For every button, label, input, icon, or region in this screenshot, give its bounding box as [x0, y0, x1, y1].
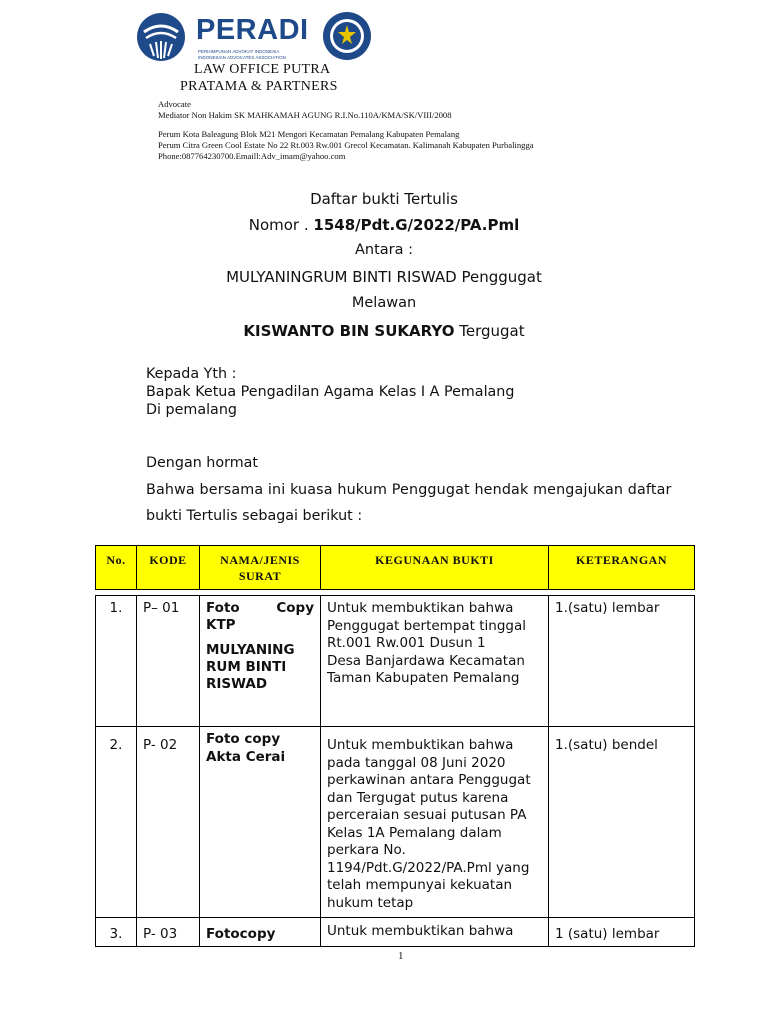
- defendant-line: [0, 322, 768, 340]
- row1-nama-person3: RISWAD: [206, 676, 268, 692]
- plaintiff-line: [0, 268, 768, 286]
- recipient-text: Bapak Ketua Pengadilan Agama Kelas I A Pemalang: [146, 384, 515, 400]
- row3-kegunaan: Untuk membuktikan bahwa: [320, 917, 549, 947]
- document-title: Daftar bukti Tertulis: [310, 190, 458, 208]
- row2-kegunaan-line: Untuk membuktikan bahwa: [327, 737, 514, 753]
- row2-nama-line1: Foto copy: [206, 731, 281, 747]
- mediator-text: Mediator Non Hakim SK MAHKAMAH AGUNG R.I.No.110A/KMA/SK/VIII/2008: [158, 110, 452, 120]
- office-name-line2: PRATAMA & PARTNERS: [180, 79, 338, 94]
- row1-nama-ktp: KTP: [206, 617, 236, 633]
- plaintiff-name: MULYANINGRUM BINTI RISWAD: [226, 268, 457, 286]
- case-number-prefix: Nomor .: [248, 216, 314, 234]
- brand-name: PERADI: [196, 14, 309, 46]
- row2-kegunaan-line: perkawinan antara Penggugat: [327, 772, 531, 788]
- row1-nama-person1: MULYANING: [206, 642, 295, 658]
- versus-label: Melawan: [351, 295, 417, 311]
- row2-kegunaan-line: telah mempunyai kekuatan: [327, 877, 513, 893]
- row1-kegunaan-line: Penggugat bertempat tinggal: [327, 617, 527, 634]
- body-line2: bukti Tertulis sebagai berikut :: [146, 508, 363, 524]
- row2-kegunaan-line: 1194/Pdt.G/2022/PA.Pml yang: [327, 859, 530, 876]
- kepada-label: Kepada Yth :: [146, 366, 237, 382]
- row2-kegunaan-line: perkara No.: [327, 842, 406, 858]
- address-line1: Perum Kota Baleagung Blok M21 Mengori Kecamatan Pemalang Kabupaten Pemalang: [158, 129, 460, 139]
- header-no: No.: [95, 545, 137, 590]
- row3-kode: P- 03: [136, 917, 200, 947]
- antara-label: Antara :: [354, 242, 414, 258]
- case-number-value: 1548/Pdt.G/2022/PA.Pml: [313, 216, 520, 234]
- brand-subtitle-en: INDONESIAN ADVOCATES ASSOCIATION: [198, 55, 286, 60]
- header-kegunaan: KEGUNAAN BUKTI: [320, 545, 549, 590]
- row2-nama: [199, 726, 321, 918]
- row1-keterangan: 1.(satu) lembar: [548, 595, 695, 727]
- peradi-wordmark: [196, 14, 318, 58]
- row2-no: 2.: [95, 726, 137, 918]
- row2-kegunaan-line: perceraian sesuai putusan PA: [327, 807, 527, 823]
- row1-kegunaan-line: Taman Kabupaten Pemalang: [327, 670, 520, 686]
- row2-keterangan: 1.(satu) bendel: [548, 726, 695, 918]
- row2-kegunaan-line: dan Tergugat putus karena: [327, 789, 509, 806]
- row2-kegunaan: [320, 726, 549, 918]
- row1-nama-foto: Foto: [206, 600, 240, 616]
- row1-no: 1.: [95, 595, 137, 727]
- row1-nama-copy: Copy: [276, 600, 314, 616]
- office-name-line1: LAW OFFICE PUTRA: [194, 62, 331, 77]
- peradi-seal-icon: [318, 10, 376, 62]
- brand-subtitle: PERHIMPUNAN ADVOKAT INDONESIA: [198, 49, 280, 54]
- row1-kegunaan-line: Untuk membuktikan bahwa: [327, 600, 514, 616]
- role-text: Advocate: [158, 99, 191, 109]
- row1-kode: P– 01: [136, 595, 200, 727]
- row2-kegunaan-line: pada tanggal 08 Juni 2020: [327, 754, 506, 771]
- row3-no: 3.: [95, 917, 137, 947]
- row2-kegunaan-line: hukum tetap: [327, 894, 414, 911]
- row1-nama: [199, 595, 321, 727]
- row1-nama-person2: RUM BINTI: [206, 659, 287, 675]
- case-number: [0, 216, 768, 234]
- header-nama: NAMA/JENIS SURAT: [199, 545, 321, 590]
- row3-keterangan: 1 (satu) lembar: [548, 917, 695, 947]
- row1-nama-line1: [206, 600, 314, 617]
- body-line1: Bahwa bersama ini kuasa hukum Penggugat hendak mengajukan daftar: [146, 482, 672, 498]
- row3-nama: Fotocopy: [199, 917, 321, 947]
- defendant-name: KISWANTO BIN SUKARYO: [243, 322, 455, 340]
- header-keterangan: KETERANGAN: [548, 545, 695, 590]
- row1-kegunaan-line: Desa Banjardawa Kecamatan: [327, 652, 525, 669]
- address-line2: Perum Citra Green Cool Estate No 22 Rt.003 Rw.001 Grecol Kecamatan. Kalimanah Kabupaten Purbalingga: [158, 140, 534, 150]
- page-number: 1: [398, 950, 404, 962]
- row2-kegunaan-line: Kelas 1A Pemalang dalam: [327, 824, 502, 841]
- greeting-text: Dengan hormat: [146, 455, 259, 471]
- contact-line: Phone:087764230700.Emaill:Adv_imam@yahoo.com: [158, 151, 346, 161]
- row1-kegunaan-line: Rt.001 Rw.001 Dusun 1: [327, 635, 486, 651]
- row2-kode: P- 02: [136, 726, 200, 918]
- location-text: Di pemalang: [146, 402, 237, 418]
- plaintiff-role: Penggugat: [456, 268, 542, 286]
- peradi-logo-icon: [136, 12, 186, 62]
- row2-nama-line2: Akta Cerai: [206, 748, 286, 765]
- header-kode: KODE: [136, 545, 200, 590]
- defendant-role: Tergugat: [454, 322, 525, 340]
- row1-kegunaan: [320, 595, 549, 727]
